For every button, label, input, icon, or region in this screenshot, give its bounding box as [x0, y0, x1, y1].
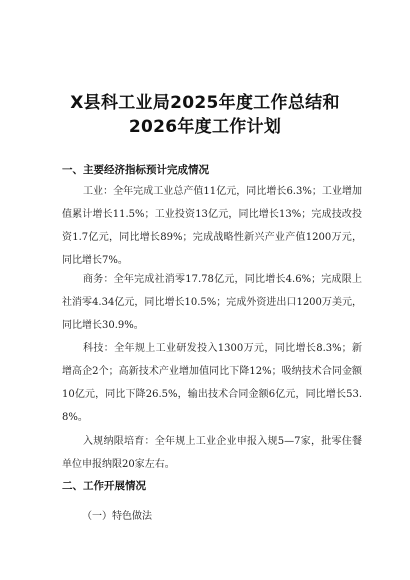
section2-heading: 二、工作开展情况 [62, 480, 146, 492]
paragraph-industry: 工业：全年完成工业总产值11亿元，同比增长6.3%；工业增加值累计增长11.5%；工业投资13亿元，同比增长13%；完成技改投资1.7亿元，同比增长89%；完成战略性新兴产业产值1200万元，同比增长7%。 [62, 186, 362, 266]
document-title-line1: X县科工业局2025年度工作总结和 [70, 93, 340, 113]
section2-subheading: （一）特色做法 [82, 511, 152, 522]
paragraph-cultivation: 入规纳限培育：全年规上工业企业申报入规5—7家，批零住餐单位申报纳限20家左右。 [62, 436, 362, 470]
document-title-line2: 2026年度工作计划 [128, 117, 282, 137]
paragraph-technology: 科技：全年规上工业研发投入1300万元，同比增长8.3%；新增高企2个；高新技术产业增加值同比下降12%；吸纳技术合同金额10亿元，同比下降26.5%，输出技术合同金额6亿元，同比增长53.8%。 [62, 343, 362, 423]
section1-heading: 一、主要经济指标预计完成情况 [62, 164, 209, 176]
paragraph-commerce: 商务：全年完成社消零17.78亿元，同比增长4.6%；完成限上社消零4.34亿元，同比增长10.5%；完成外资进出口1200万美元，同比增长30.9%。 [62, 274, 362, 331]
